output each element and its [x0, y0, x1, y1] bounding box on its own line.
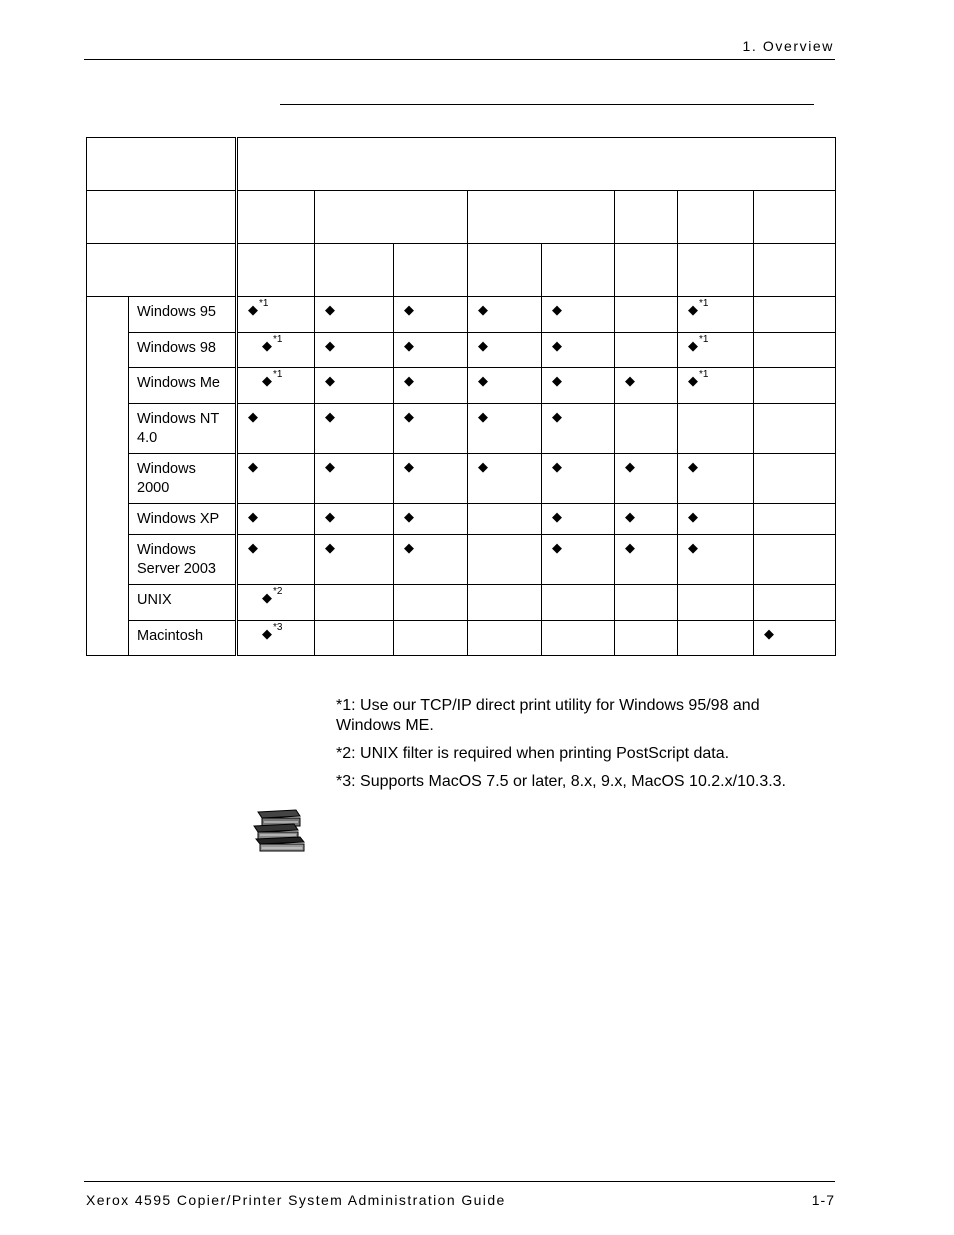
supported-diamond-icon: ◆	[552, 459, 562, 474]
support-cell	[394, 454, 468, 504]
support-cell	[315, 368, 394, 404]
support-cell	[678, 404, 754, 454]
supported-diamond-icon: ◆	[478, 302, 488, 317]
support-cell	[754, 404, 836, 454]
support-cell	[542, 585, 615, 621]
supported-diamond-icon: ◆	[248, 459, 258, 474]
footnote-ref: *1	[699, 334, 709, 345]
support-cell	[468, 368, 542, 404]
header-cell	[87, 138, 237, 191]
support-cell	[394, 333, 468, 368]
os-support-table	[86, 137, 836, 656]
supported-diamond-icon: ◆	[552, 540, 562, 555]
header-cell	[468, 244, 542, 297]
os-name: Windows XP	[129, 504, 237, 535]
support-cell	[615, 333, 678, 368]
support-cell	[542, 368, 615, 404]
running-header: 1. Overview	[742, 38, 834, 54]
supported-diamond-icon: ◆	[248, 540, 258, 555]
support-cell	[315, 454, 394, 504]
supported-diamond-icon: ◆	[248, 509, 258, 524]
header-cell	[615, 191, 678, 244]
supported-diamond-icon: ◆	[625, 459, 635, 474]
support-cell	[315, 333, 394, 368]
support-cell	[237, 504, 315, 535]
supported-diamond-icon: ◆	[404, 302, 414, 317]
footnote-ref: *1	[259, 298, 269, 309]
support-cell	[468, 333, 542, 368]
supported-diamond-icon: ◆	[478, 373, 488, 388]
support-cell	[678, 585, 754, 621]
header-cell	[542, 244, 615, 297]
support-cell	[468, 621, 542, 656]
support-cell	[394, 621, 468, 656]
supported-diamond-icon: ◆	[325, 459, 335, 474]
support-cell	[615, 404, 678, 454]
footnote-ref: *1	[273, 334, 283, 345]
support-cell	[615, 454, 678, 504]
support-cell	[542, 504, 615, 535]
page-number: 1-7	[811, 1192, 835, 1208]
supported-diamond-icon: ◆	[404, 509, 414, 524]
header-cell	[615, 244, 678, 297]
support-cell	[615, 535, 678, 585]
supported-diamond-icon: ◆	[625, 373, 635, 388]
supported-diamond-icon: ◆	[478, 409, 488, 424]
supported-diamond-icon: ◆	[552, 302, 562, 317]
header-cell	[315, 244, 394, 297]
supported-diamond-icon: ◆	[262, 590, 272, 605]
supported-diamond-icon: ◆	[552, 338, 562, 353]
supported-diamond-icon: ◆	[478, 459, 488, 474]
footnote-ref: *3	[273, 622, 283, 633]
support-cell	[678, 621, 754, 656]
support-cell	[542, 333, 615, 368]
os-name: Windows Server 2003	[129, 535, 237, 585]
header-rule	[84, 59, 835, 60]
support-cell	[468, 585, 542, 621]
os-name: Windows Me	[129, 368, 237, 404]
table-header-row-1	[87, 138, 836, 191]
support-cell	[542, 404, 615, 454]
supported-diamond-icon: ◆	[325, 540, 335, 555]
support-cell	[315, 404, 394, 454]
header-cell	[87, 244, 237, 297]
supported-diamond-icon: ◆	[325, 409, 335, 424]
os-name: Macintosh	[129, 621, 237, 656]
supported-diamond-icon: ◆	[552, 409, 562, 424]
support-cell	[394, 504, 468, 535]
support-cell	[542, 535, 615, 585]
support-cell	[754, 504, 836, 535]
table-row	[87, 454, 836, 504]
supported-diamond-icon: ◆	[688, 540, 698, 555]
supported-diamond-icon: ◆	[688, 338, 698, 353]
header-cell	[678, 244, 754, 297]
supported-diamond-icon: ◆	[688, 373, 698, 388]
supported-diamond-icon: ◆	[404, 338, 414, 353]
footnotes	[336, 696, 816, 800]
support-cell	[468, 504, 542, 535]
supported-diamond-icon: ◆	[325, 509, 335, 524]
support-cell	[754, 333, 836, 368]
support-cell	[615, 368, 678, 404]
support-cell	[394, 585, 468, 621]
support-cell	[237, 333, 315, 368]
header-cell	[394, 244, 468, 297]
support-cell	[468, 454, 542, 504]
supported-diamond-icon: ◆	[552, 509, 562, 524]
os-name: Windows 95	[129, 297, 237, 333]
support-cell	[754, 585, 836, 621]
table-row	[87, 404, 836, 454]
supported-diamond-icon: ◆	[325, 338, 335, 353]
supported-diamond-icon: ◆	[688, 302, 698, 317]
supported-diamond-icon: ◆	[325, 302, 335, 317]
supported-diamond-icon: ◆	[248, 409, 258, 424]
supported-diamond-icon: ◆	[552, 373, 562, 388]
supported-diamond-icon: ◆	[764, 626, 774, 641]
support-cell	[394, 368, 468, 404]
support-cell	[754, 368, 836, 404]
support-cell	[315, 585, 394, 621]
support-cell	[315, 621, 394, 656]
support-cell	[678, 504, 754, 535]
table-row	[87, 368, 836, 404]
support-cell	[678, 535, 754, 585]
support-cell	[615, 621, 678, 656]
header-cell	[315, 191, 468, 244]
support-cell	[542, 297, 615, 333]
supported-diamond-icon: ◆	[625, 509, 635, 524]
table-row	[87, 621, 836, 656]
support-cell	[394, 297, 468, 333]
footer-title: Xerox 4595 Copier/Printer System Administration Guide	[86, 1192, 506, 1208]
support-cell	[237, 621, 315, 656]
support-cell	[394, 404, 468, 454]
support-cell	[678, 368, 754, 404]
supported-diamond-icon: ◆	[404, 459, 414, 474]
footnote-ref: *2	[273, 586, 283, 597]
support-cell	[237, 585, 315, 621]
supported-diamond-icon: ◆	[248, 302, 258, 317]
support-cell	[315, 297, 394, 333]
support-cell	[542, 621, 615, 656]
footnote-3: *3: Supports MacOS 7.5 or later, 8.x, 9.x, MacOS 10.2.x/10.3.3.	[336, 773, 786, 790]
support-cell	[237, 404, 315, 454]
supported-diamond-icon: ◆	[478, 338, 488, 353]
os-name: Windows 2000	[129, 454, 237, 504]
table-header-row-2	[87, 191, 836, 244]
header-cell	[87, 191, 237, 244]
support-cell	[237, 297, 315, 333]
supported-diamond-icon: ◆	[262, 626, 272, 641]
supported-diamond-icon: ◆	[262, 338, 272, 353]
footnote-ref: *1	[699, 369, 709, 380]
support-cell	[678, 454, 754, 504]
support-cell	[615, 504, 678, 535]
table-header-row-3	[87, 244, 836, 297]
support-cell	[237, 368, 315, 404]
support-cell	[615, 297, 678, 333]
table-row	[87, 585, 836, 621]
support-cell	[754, 535, 836, 585]
table-row	[87, 535, 836, 585]
supported-diamond-icon: ◆	[625, 540, 635, 555]
header-cell	[237, 191, 315, 244]
books-icon	[250, 808, 308, 856]
support-cell	[237, 454, 315, 504]
table-title-rule	[280, 104, 814, 105]
support-cell	[754, 297, 836, 333]
support-cell	[615, 585, 678, 621]
footnote-ref: *1	[273, 369, 283, 380]
os-group-cell	[87, 297, 129, 656]
support-cell	[394, 535, 468, 585]
support-cell	[468, 297, 542, 333]
header-cell	[754, 244, 836, 297]
support-cell	[542, 454, 615, 504]
os-name: Windows NT 4.0	[129, 404, 237, 454]
support-cell	[754, 621, 836, 656]
supported-diamond-icon: ◆	[688, 459, 698, 474]
support-cell	[237, 535, 315, 585]
support-cell	[468, 535, 542, 585]
footer-rule	[84, 1181, 835, 1182]
supported-diamond-icon: ◆	[404, 373, 414, 388]
support-cell	[315, 535, 394, 585]
support-cell	[468, 404, 542, 454]
table-row	[87, 297, 836, 333]
table-row	[87, 333, 836, 368]
supported-diamond-icon: ◆	[404, 540, 414, 555]
supported-diamond-icon: ◆	[404, 409, 414, 424]
support-cell	[754, 454, 836, 504]
header-cell	[754, 191, 836, 244]
os-name: Windows 98	[129, 333, 237, 368]
support-cell	[678, 297, 754, 333]
supported-diamond-icon: ◆	[688, 509, 698, 524]
header-cell	[237, 138, 836, 191]
header-cell	[678, 191, 754, 244]
supported-diamond-icon: ◆	[325, 373, 335, 388]
support-cell	[315, 504, 394, 535]
footnote-ref: *1	[699, 298, 709, 309]
header-cell	[237, 244, 315, 297]
footnote-1: *1: Use our TCP/IP direct print utility for Windows 95/98 and Windows ME.	[336, 697, 760, 734]
supported-diamond-icon: ◆	[262, 373, 272, 388]
header-cell	[468, 191, 615, 244]
os-name: UNIX	[129, 585, 237, 621]
footnote-2: *2: UNIX filter is required when printing PostScript data.	[336, 745, 730, 762]
support-cell	[678, 333, 754, 368]
table-row	[87, 504, 836, 535]
